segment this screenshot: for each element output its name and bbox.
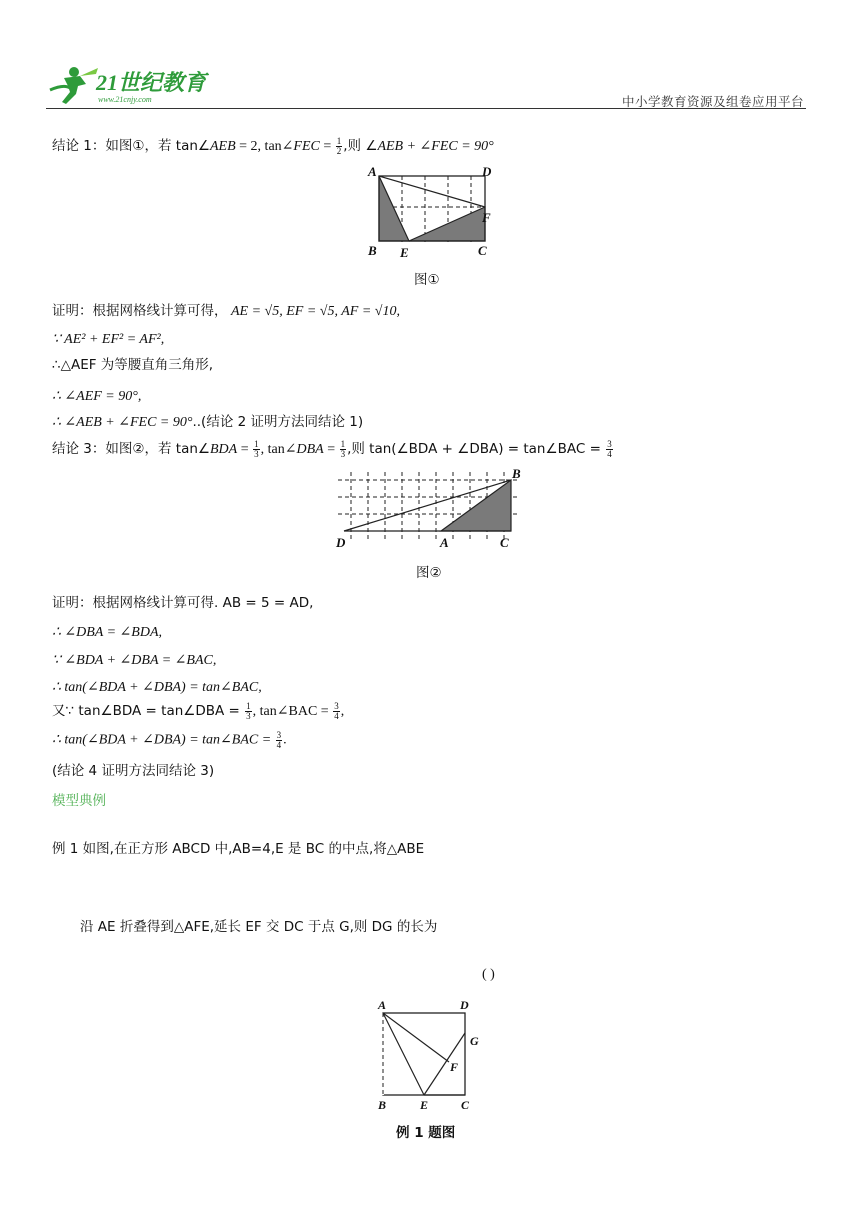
label-e: E [420,1098,429,1112]
example-1-line-1: 例 1 如图,在正方形 ABCD 中,AB=4,E 是 BC 的中点,将△ABE [52,841,425,857]
proof-3-line-1: 证明：根据网格线计算可得. AB = 5 = AD, [52,595,314,611]
figure-2-caption: 图② [416,565,442,581]
conclusion-3: 结论 3：如图②，若 tan∠BDA = $\frac{1}{3}$ , tan∠DBA = $\frac{1}{3}$ ,则 tan(∠BDA + ∠DBA) = tan∠BAC = $\frac{3}{4}$ [52,439,612,460]
label-g: G [470,1034,479,1048]
segment-eg [424,1033,465,1095]
proof-1-line-2: ∵ AE² + EF² = AF², [52,332,165,347]
figure-2 [330,462,530,587]
label-c: C [478,243,487,258]
label-f: F [450,1060,459,1074]
figure-1-caption: 图① [414,272,440,288]
label-d: D [482,164,492,179]
label-c: C [461,1098,470,1112]
label-b: B [512,466,521,481]
proof-1-line-3: ∴△AEF 为等腰直角三角形, [52,357,214,373]
segment-af [383,1013,449,1062]
example-1-caption: 例 1 题图 [396,1125,456,1141]
shaded-triangle-abe [379,176,409,241]
site-logo[interactable] [46,64,226,108]
figure-1 [362,160,502,290]
proof-3-line-2: ∴ ∠DBA = ∠BDA, [52,625,162,640]
segment-ae [383,1013,424,1095]
conclusion-1: 结论 1：如图①，若 tan∠AEB = 2, tan∠FEC = $\frac{1}{2}$ ,则 ∠AEB + ∠FEC = 90° [52,136,494,157]
label-c: C [500,535,509,550]
logo-text: 21世纪教育 [96,70,207,95]
label-a: A [378,998,387,1012]
proof-3-line-4: ∴ tan(∠BDA + ∠DBA) = tan∠BAC, [52,680,262,695]
header-tagline: 中小学教育资源及组卷应用平台 [621,94,804,109]
proof-3-line-3: ∵ ∠BDA + ∠DBA = ∠BAC, [52,653,217,668]
proof-1-line-4: ∴ ∠AEF = 90°, [52,389,142,404]
label-e: E [400,245,409,260]
proof-3-line-7: (结论 4 证明方法同结论 3) [52,763,215,779]
logo-url: www.21cnjy.com [98,95,152,104]
shaded-triangle-abc [441,480,511,531]
example-1-figure [370,995,490,1145]
label-a: A [440,535,449,550]
proof-1-line-5: ∴ ∠AEB + ∠FEC = 90°..(结论 2 证明方法同结论 1) [52,414,364,430]
label-b: B [378,1098,387,1112]
proof-1-line-1: 证明：根据网格线计算可得， AE = √5, EF = √5, AF = √10, [52,303,400,319]
answer-blank[interactable]: ( ) [482,967,495,982]
label-b: B [368,243,377,258]
segment-af [379,176,485,207]
shaded-triangle-ecf [409,207,485,241]
label-d: D [336,535,346,550]
proof-3-line-6: ∴ tan(∠BDA + ∠DBA) = tan∠BAC = $\frac{3}{4}$ . [52,730,287,750]
runner-icon [50,67,98,104]
label-f: F [482,210,491,225]
section-title: 模型典例 [52,793,106,809]
label-d: D [460,998,469,1012]
example-1-line-2: 沿 AE 折叠得到△AFE,延长 EF 交 DC 于点 G,则 DG 的长为 [80,919,438,935]
proof-3-line-5: 又∵ tan∠BDA = tan∠DBA = $\frac{1}{3}$ , tan∠BAC = $\frac{3}{4}$ , [52,701,345,722]
square-abcd [383,1013,465,1095]
label-a: A [368,164,377,179]
header-divider [46,108,806,109]
